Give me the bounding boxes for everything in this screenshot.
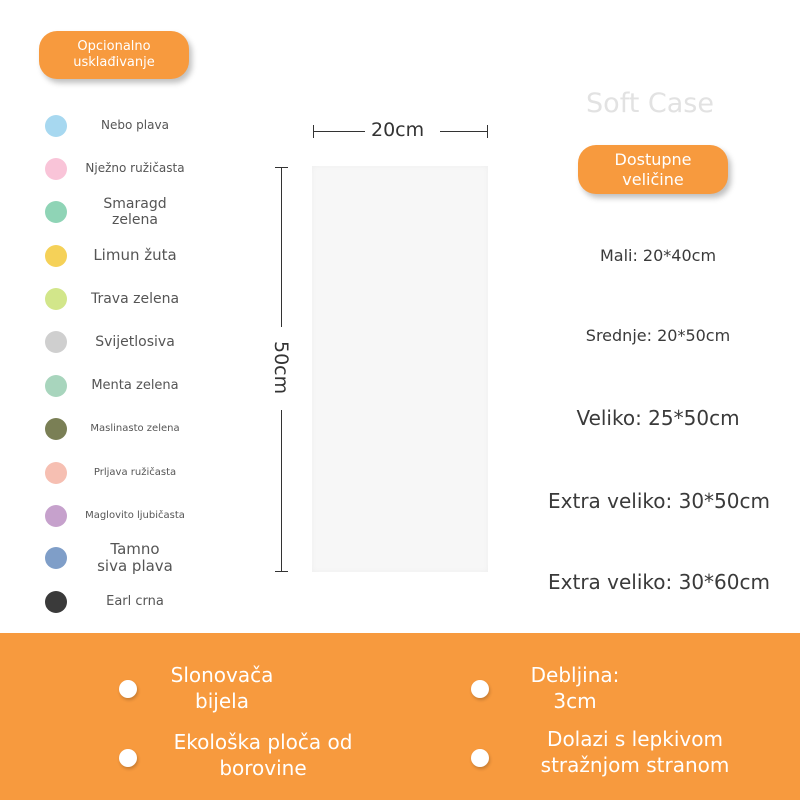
color-swatch bbox=[45, 115, 67, 137]
feature-line2: borovine bbox=[219, 756, 307, 780]
feature-line1: Slonovača bbox=[170, 663, 274, 687]
color-swatch bbox=[45, 288, 67, 310]
color-swatch bbox=[45, 158, 67, 180]
color-option-maglovito-ljubicasta[interactable] bbox=[40, 501, 190, 531]
feature-text bbox=[520, 662, 630, 714]
product-board bbox=[312, 166, 488, 572]
color-option-earl-crna[interactable] bbox=[40, 587, 190, 617]
color-option-tamno-siva-plava[interactable] bbox=[40, 539, 190, 575]
color-label: Svijetlosiva bbox=[95, 333, 175, 350]
width-tick-right bbox=[487, 125, 488, 138]
color-option-limun-zuta[interactable] bbox=[40, 241, 190, 271]
bullet-icon bbox=[471, 749, 489, 767]
width-line-right bbox=[440, 131, 487, 132]
height-line-bottom bbox=[281, 410, 282, 571]
color-label: Prljava ružičasta bbox=[93, 467, 177, 479]
color-label: Menta zelena bbox=[91, 377, 179, 393]
size-option[interactable]: Mali: 20*40cm bbox=[599, 246, 717, 265]
color-option-svijetlosiva[interactable] bbox=[40, 327, 190, 357]
color-swatch bbox=[45, 591, 67, 613]
size-option[interactable]: Extra veliko: 30*50cm bbox=[548, 489, 770, 513]
color-option-nebo-plava[interactable] bbox=[40, 111, 190, 141]
color-swatch bbox=[45, 418, 67, 440]
sizes-badge bbox=[578, 145, 728, 194]
color-label bbox=[80, 197, 190, 227]
size-option[interactable]: Extra veliko: 30*60cm bbox=[548, 570, 770, 594]
color-label-line1: Smaragd bbox=[103, 195, 167, 212]
color-swatch bbox=[45, 375, 67, 397]
color-option-menta-zelena[interactable] bbox=[40, 371, 190, 401]
color-option-trava-zelena[interactable] bbox=[40, 284, 190, 314]
color-label bbox=[80, 539, 190, 575]
width-line-left bbox=[313, 131, 365, 132]
feature-line2: bijela bbox=[195, 689, 249, 713]
feature-line1: Dolazi s lepkivom bbox=[547, 727, 723, 751]
color-label-line2: siva plava bbox=[97, 557, 173, 575]
color-option-prljava-ruzicasta[interactable] bbox=[40, 458, 190, 488]
color-label: Limun žuta bbox=[93, 246, 177, 265]
color-label: Nebo plava bbox=[101, 118, 169, 133]
bullet-icon bbox=[471, 680, 489, 698]
height-line-top bbox=[281, 167, 282, 327]
color-swatch bbox=[45, 331, 67, 353]
height-label: 50cm bbox=[270, 341, 292, 395]
color-swatch bbox=[45, 505, 67, 527]
color-option-njezno-ruzicasta[interactable] bbox=[40, 154, 190, 184]
color-label: Maslinasto zelena bbox=[90, 423, 180, 435]
color-label: Earl crna bbox=[106, 593, 164, 609]
color-option-maslinasto-zelena[interactable] bbox=[40, 414, 190, 444]
feature-text bbox=[530, 726, 740, 778]
options-badge-line2: usklađivanje bbox=[73, 55, 155, 70]
width-label: 20cm bbox=[371, 119, 425, 141]
size-option[interactable]: Veliko: 25*50cm bbox=[576, 406, 740, 430]
color-swatch bbox=[45, 462, 67, 484]
color-label-line2: zelena bbox=[112, 212, 158, 228]
feature-text bbox=[160, 662, 284, 714]
feature-line2: 3cm bbox=[553, 689, 597, 713]
sizes-badge-line2: veličine bbox=[622, 169, 684, 189]
options-badge-line1: Opcionalno bbox=[77, 38, 151, 54]
color-label-line1: Tamno bbox=[110, 539, 160, 558]
size-option[interactable]: Srednje: 20*50cm bbox=[585, 326, 731, 345]
sizes-badge-line1: Dostupne bbox=[614, 149, 692, 169]
color-option-smaragd-zelena[interactable] bbox=[40, 197, 190, 227]
brand-title: Soft Case bbox=[586, 88, 714, 119]
color-label: Nježno ružičasta bbox=[85, 161, 185, 176]
height-tick-bottom bbox=[275, 571, 288, 572]
feature-line2: stražnjom stranom bbox=[540, 753, 730, 777]
color-label: Trava zelena bbox=[90, 290, 180, 307]
width-tick-left bbox=[313, 125, 314, 138]
options-badge bbox=[39, 31, 189, 79]
feature-line1: Ekološka ploča od bbox=[173, 730, 353, 754]
bullet-icon bbox=[119, 680, 137, 698]
features-band bbox=[0, 633, 800, 800]
color-swatch bbox=[45, 547, 67, 569]
color-swatch bbox=[45, 245, 67, 267]
feature-text bbox=[160, 729, 366, 781]
feature-line1: Debljina: bbox=[530, 663, 620, 687]
color-label: Maglovito ljubičasta bbox=[85, 510, 185, 522]
color-swatch bbox=[45, 201, 67, 223]
bullet-icon bbox=[119, 749, 137, 767]
